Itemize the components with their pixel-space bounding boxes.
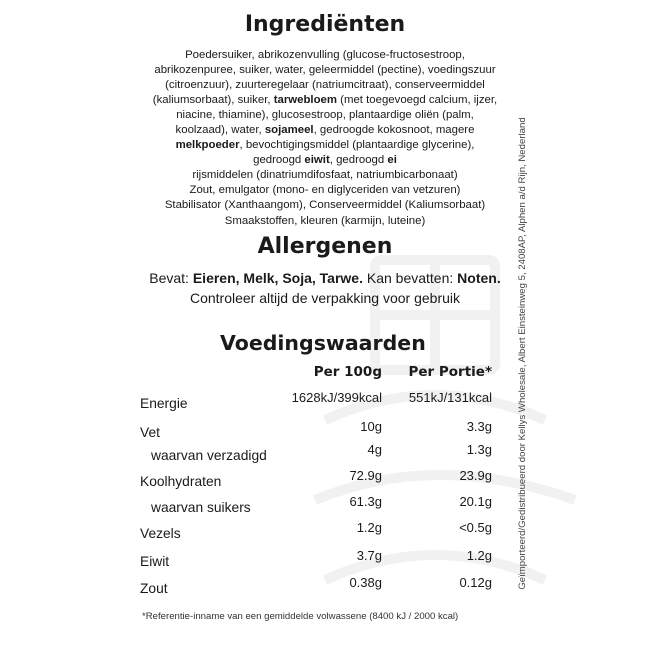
text-segment: rijsmiddelen (dinatriumdifosfaat, natriumbicarbonaat) [192,169,458,182]
nutrient-label: Energie [140,396,188,411]
allergens-contains [60,268,590,288]
text-segment: Poedersuiker, abrikozenvulling (glucose-fructosestroop, [185,49,465,61]
text-segment: Kan bevatten: [362,270,458,286]
value-per-100g: 10g [360,419,382,434]
nutrient-label: Eiwit [140,554,170,569]
value-per-portion: 1.2g [466,548,492,563]
ingredient-line [120,93,530,108]
allergen-highlight: ei [387,154,397,167]
value-per-100g: 72.9g [349,468,382,483]
distributor-address: Geïmporteerd/Gedistribueerd door Kellys Wholesale, Albert Einsteinweg 5, 2408AP, Alphen a/d Rijn, Nederland [517,117,528,590]
text-segment: abrikozenpuree, suiker, water, geleermiddel (pectine), voedingszuur [154,64,496,77]
value-per-portion: 0.12g [459,575,492,590]
allergen-highlight: eiwit [304,154,330,167]
nutrition-row [140,548,492,576]
ingredient-line [120,63,530,78]
text-segment: gedroogd [253,154,305,167]
nutrient-label: Vet [140,425,160,440]
nutrition-row [140,494,492,522]
column-per-portion: Per Portie* [408,364,492,380]
ingredients-list [120,48,530,229]
ingredient-line [120,138,530,153]
nutrition-row [140,575,492,603]
text-segment: , gedroogd [329,154,388,167]
allergens-title: Allergenen [257,234,393,259]
text-segment: (citroenzuur), zuurteregelaar (natriumcitraat), conserveermiddel [165,79,485,92]
ingredient-line [120,48,530,63]
allergen-highlight: tarwebloem [273,94,338,107]
ingredient-line [120,198,530,213]
text-segment: , bevochtigingsmiddel (plantaardige glycerine), [239,139,475,152]
value-per-100g: 1.2g [356,520,382,535]
ingredients-title: Ingrediënten [244,12,406,37]
nutrient-label: Koolhydraten [140,474,222,489]
text-segment: (kaliumsorbaat), suiker, [152,94,274,107]
ingredient-line [120,108,530,123]
text-segment: Bevat: [149,270,193,286]
ingredient-line [120,183,530,198]
allergen-highlight: Noten. [457,270,501,286]
allergen-highlight: sojameel [264,124,314,137]
nutrition-title: Voedingswaarden [220,331,426,355]
reference-footnote: *Referentie-inname van een gemiddelde volwassene (8400 kJ / 2000 kcal) [142,611,459,622]
text-segment: Zout, emulgator (mono- en diglyceriden van vetzuren) [189,184,461,197]
allergens-note: Controleer altijd de verpakking voor gebruik [189,290,461,306]
nutrition-row [140,419,492,447]
nutrition-row [140,520,492,548]
text-segment: Smaakstoffen, kleuren (karmijn, luteine) [224,214,426,227]
nutrient-label: Zout [140,581,168,596]
allergens-block [60,268,590,308]
allergen-highlight: Eieren, Melk, Soja, Tarwe. [192,270,363,286]
value-per-100g: 3.7g [356,548,382,563]
value-per-portion: 23.9g [459,468,492,483]
nutrient-label: waarvan suikers [151,500,251,515]
nutrition-row [140,390,492,418]
value-per-portion: 20.1g [459,494,492,509]
nutrient-label: waarvan verzadigd [151,448,267,463]
text-segment: Stabilisator (Xanthaangom), Conserveermiddel (Kaliumsorbaat) [164,199,486,212]
ingredient-line [120,123,530,138]
nutrition-row [140,468,492,496]
text-segment: niacine, thiamine), glucosestroop, plantaardige oliën (palm, [176,109,474,122]
nutrient-label: Vezels [140,526,181,541]
value-per-100g: 1628kJ/399kcal [291,390,382,405]
ingredient-line [120,168,530,183]
ingredient-line [120,153,530,168]
value-per-100g: 4g [367,442,382,457]
column-per-100g: Per 100g [313,364,382,380]
ingredient-line [120,214,530,229]
text-segment: , gedroogde kokosnoot, magere [313,124,475,137]
text-segment: koolzaad), water, [175,124,265,137]
allergen-highlight: melkpoeder [175,139,240,152]
value-per-portion: 3.3g [466,419,492,434]
ingredient-line [120,78,530,93]
nutrition-row [140,442,492,470]
value-per-100g: 0.38g [349,575,382,590]
value-per-100g: 61.3g [349,494,382,509]
value-per-portion: <0.5g [459,520,492,535]
value-per-portion: 551kJ/131kcal [408,390,492,405]
text-segment: (met toegevoegd calcium, ijzer, [337,94,498,107]
value-per-portion: 1.3g [466,442,492,457]
